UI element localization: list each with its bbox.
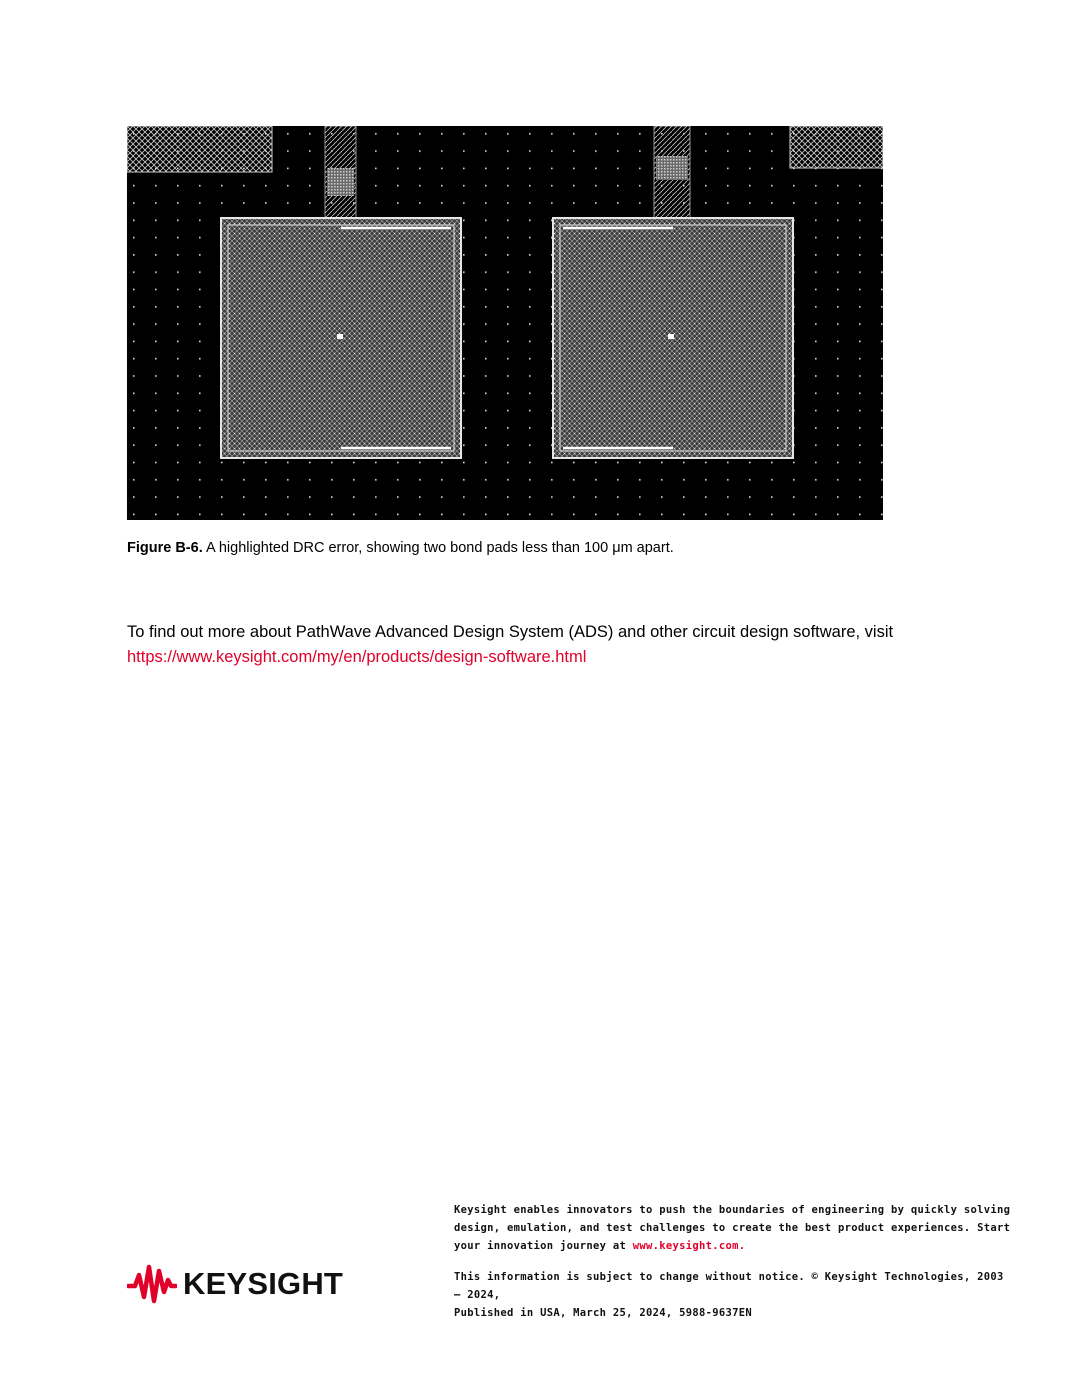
layout-canvas [127,126,883,520]
keysight-home-link[interactable]: www.keysight.com. [632,1240,746,1252]
keysight-logo [127,1262,343,1306]
figure-caption-text: A highlighted DRC error, showing two bond pads less than 100 μm apart. [205,540,674,556]
bond-pad-left [221,218,461,458]
bond-pad-right [553,218,793,458]
trace-right [654,126,690,218]
keysight-wordmark: KEYSIGHT [183,1266,344,1301]
footer-legal [454,1268,1014,1322]
footer-tagline-text: Keysight enables innovators to push the boundaries of engineering by quickly solving design, emulation, and test challenges to create the best product experiences. Start your innovation journey at [454,1204,1011,1252]
footer-legal-line1: This information is subject to change without notice. © Keysight Technologies, 2003 – 2024, [454,1271,1004,1301]
drc-layout-figure [127,126,883,520]
more-info-paragraph [127,620,1007,670]
figure-caption [127,539,1007,557]
footer-tagline [454,1201,1014,1255]
keysight-wave-icon [127,1262,177,1306]
corner-block-right [790,126,883,168]
footer-legal-line2: Published in USA, March 25, 2024, 5988-9637EN [454,1307,752,1319]
figure-label: Figure B-6. [127,540,203,556]
trace-left [325,126,356,218]
more-info-text: To find out more about PathWave Advanced Design System (ADS) and other circuit design software, visit [127,623,894,641]
corner-block-left [127,126,272,172]
design-software-link[interactable]: https://www.keysight.com/my/en/products/design-software.html [127,648,587,666]
